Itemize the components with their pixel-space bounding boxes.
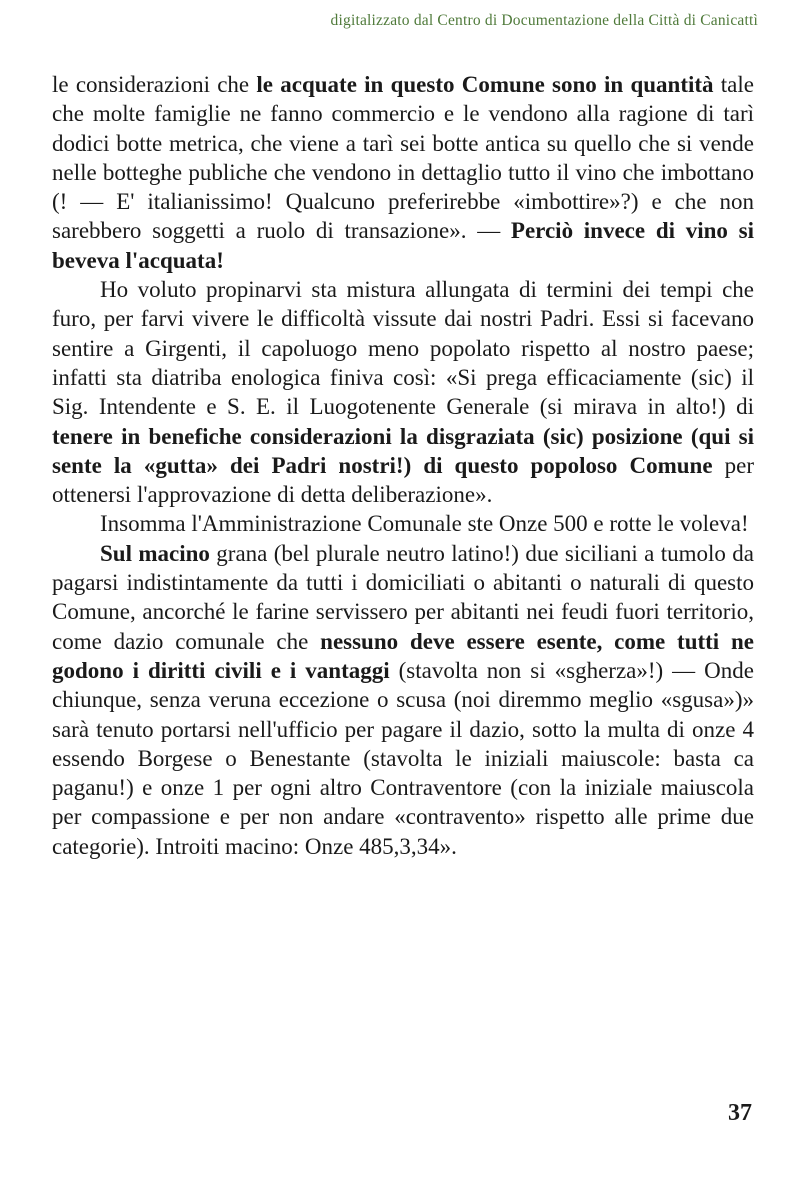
text-run: per ottenersi l'approvazione di detta deliberazione». bbox=[52, 452, 754, 508]
paragraph-4 bbox=[52, 539, 754, 861]
text-run: grana (bel plurale neutro latino!) due siciliani a tumolo da pagarsi indistintamente da tutti i domiciliati o abitanti o naturali di questo Comune, ancorché le farine servissero per abitanti nei feudi fuori territorio, come dazio comunale che bbox=[52, 540, 754, 654]
bold-run: nessuno deve essere esente, come tutti ne godono i diritti civili e i vantaggi bbox=[52, 628, 754, 683]
text-run: Ho voluto propinarvi sta mistura allungata di termini dei tempi che furo, per farvi vivere le difficoltà vissute dai nostri Padri. Essi si facevano sentire a Girgenti, il capoluogo meno popolato rispetto al nostro paese; infatti sta diatriba enologica finiva così: «Si prega efficaciamente (sic) il Sig. Intendente e S. E. il Luogotenente Generale (si mirava in alto!) di bbox=[52, 277, 754, 420]
text-run: Insomma l'Amministrazione Comunale ste Onze 500 e rotte le voleva! bbox=[100, 511, 749, 537]
bold-run: Perciò invece di vino si beveva l'acquata! bbox=[52, 218, 754, 273]
text-run: (stavolta non si «sgherza»!) — Onde chiunque, senza veruna eccezione o scusa (noi diremmo meglio «sgusa»)» sarà tenuto portarsi nell'ufficio per pagare il dazio, sotto la multa di onze 4 essendo Borgese o Benestante (stavolta le iniziali maiuscole: basta ca paganu!) e onze 1 per ogni altro Contraventore (con la iniziale maiuscola per compassione e per non andare «contravento» rispetto alle prime due categorie). Introiti macino: Onze 485,3,34». bbox=[52, 657, 754, 859]
text-run: le considerazioni che bbox=[52, 72, 257, 97]
digitization-credit: digitalizzato dal Centro di Documentazione della Città di Canicattì bbox=[330, 12, 758, 29]
paragraph-1 bbox=[52, 70, 754, 275]
text-run: tale che molte famiglie ne fanno commercio e le vendono alla ragione di tarì dodici botte metrica, che viene a tarì sei botte antica su quello che si vende nelle botteghe publiche che vendono in dettaglio tutto il vino che imbottano (! — E' italianissimo! Qualcuno preferirebbe «imbottire»?) e che non sarebbero soggetti a ruolo di transazione». — bbox=[52, 72, 754, 244]
page-number: 37 bbox=[728, 1100, 752, 1126]
bold-run: le acquate in questo Comune sono in quantità bbox=[256, 72, 714, 97]
bold-run: tenere in benefiche considerazioni la disgraziata (sic) posizione (qui si sente la «gutta» dei Padri nostri!) di questo popoloso Comune bbox=[52, 423, 754, 478]
paragraph-3 bbox=[52, 509, 754, 538]
paragraph-2 bbox=[52, 275, 754, 509]
body-text bbox=[52, 70, 754, 861]
bold-run: Sul macino bbox=[100, 540, 210, 566]
